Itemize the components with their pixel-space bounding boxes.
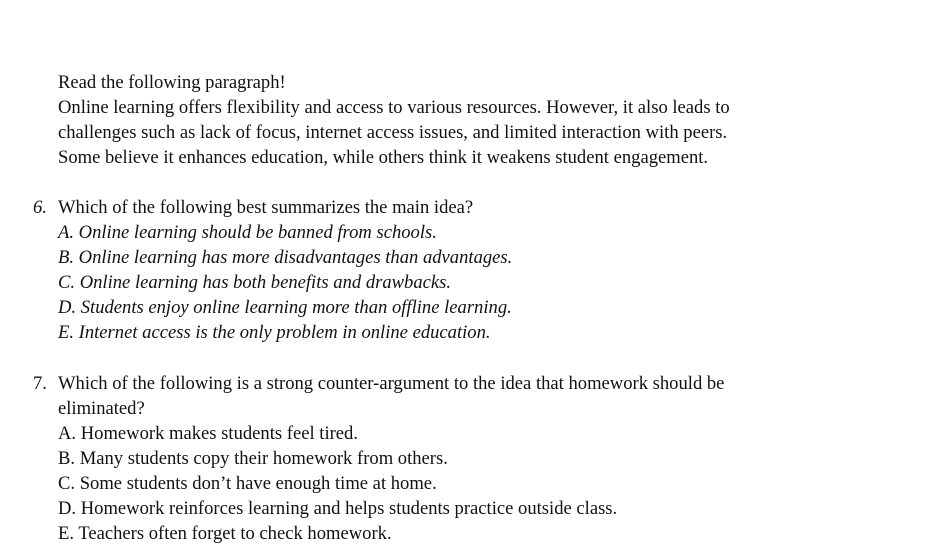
passage-line: challenges such as lack of focus, internet access issues, and limited interaction with peers. [58,122,728,143]
question-7-number: 7. [33,373,47,394]
question-7-option-c: C. Some students don’t have enough time at home. [58,473,437,494]
question-6-option-d: D. Students enjoy online learning more than offline learning. [58,297,512,318]
question-6-number: 6. [33,197,47,218]
question-6-option-c: C. Online learning has both benefits and drawbacks. [58,272,452,293]
question-7-stem-line-1: Which of the following is a strong counter-argument to the idea that homework should be [58,373,725,394]
question-6-option-b: B. Online learning has more disadvantages than advantages. [58,247,513,268]
passage-line: Online learning offers flexibility and access to various resources. However, it also leads to [58,97,730,118]
passage-line: Some believe it enhances education, while others think it weakens student engagement. [58,147,709,168]
question-7-option-b: B. Many students copy their homework from others. [58,448,448,469]
question-6-option-e: E. Internet access is the only problem in online education. [58,322,491,343]
passage-intro: Read the following paragraph! [58,72,286,93]
question-7-option-a: A. Homework makes students feel tired. [58,423,359,444]
question-7-stem-line-2: eliminated? [58,398,145,419]
question-6-option-a: A. Online learning should be banned from schools. [58,222,437,243]
question-6-stem: Which of the following best summarizes the main idea? [58,197,474,218]
question-7-option-d: D. Homework reinforces learning and helps students practice outside class. [58,498,618,519]
question-7-option-e: E. Teachers often forget to check homework. [58,523,392,544]
